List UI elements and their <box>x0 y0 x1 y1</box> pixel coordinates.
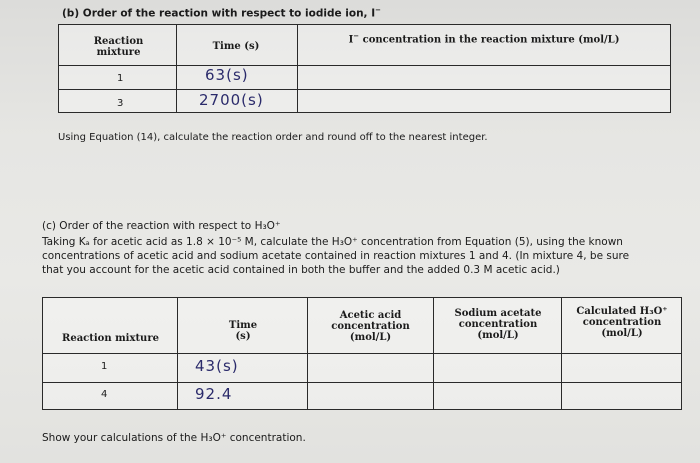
table2-header-time <box>193 320 293 342</box>
table1-header-iodide-symbol: I <box>348 34 354 46</box>
table1-row1-mixture: 1 <box>117 73 124 84</box>
section-c-para-line1: Taking Kₐ for acetic acid as 1.8 × 10⁻⁵ M, calculate the H₃O⁺ concentration from Equation (5), using the known <box>42 236 623 248</box>
iodide-table <box>58 24 671 113</box>
table2-header-calc-l2: concentration <box>582 317 662 328</box>
table2-header-time-l1: Time <box>228 320 258 331</box>
table1-header-iodide-rest: concentration in the reaction mixture (mol/L) <box>359 34 620 46</box>
section-b-heading-sup: − <box>375 6 381 14</box>
table2-header-sodium-acetate <box>439 308 557 341</box>
instruction-b: Using Equation (14), calculate the reaction order and round off to the nearest integer. <box>58 132 488 143</box>
hydronium-table <box>42 297 682 410</box>
table2-header-calc-l3: (mol/L) <box>601 328 643 339</box>
table1-header-iodide-conc <box>339 30 629 45</box>
table1-row-divider-2 <box>59 89 670 90</box>
section-c-para-line3: that you account for the acetic acid contained in both the buffer and the added 0.3 M acetic acid.) <box>42 264 560 276</box>
footer-instruction: Show your calculations of the H₃O⁺ concentration. <box>42 432 306 444</box>
table2-header-sodium-l3: (mol/L) <box>477 330 519 341</box>
table1-row1-time: 63(s) <box>205 66 249 84</box>
table1-row2-mixture: 3 <box>117 98 124 109</box>
table1-divider-1 <box>176 25 177 112</box>
table2-header-sodium-l2: concentration <box>458 319 538 330</box>
section-b-heading <box>62 3 381 21</box>
table2-header-time-l2: (s) <box>235 331 251 342</box>
table1-divider-2 <box>297 25 298 112</box>
table2-header-calc-l1: Calculated H₃O⁺ <box>576 306 668 317</box>
table2-row-divider-1 <box>43 353 681 354</box>
section-c-para-line2: concentrations of acetic acid and sodium acetate contained in reaction mixtures 1 and 4. (In mixture 4, be sure <box>42 250 630 262</box>
table1-header-iodide-sup: − <box>353 31 360 40</box>
table2-row1-time: 43(s) <box>195 357 239 375</box>
table2-row1-mixture: 1 <box>101 361 108 372</box>
table2-header-acetic-l1: Acetic acid <box>339 310 402 321</box>
table2-header-mixture: Reaction mixture <box>62 333 159 344</box>
table2-header-sodium-l1: Sodium acetate <box>454 308 542 319</box>
table1-row2-time: 2700(s) <box>199 91 264 109</box>
table2-row-divider-2 <box>43 382 681 383</box>
table2-header-acetic-l3: (mol/L) <box>349 332 392 343</box>
table2-row2-time: 92.4 <box>195 385 233 403</box>
section-c-heading: (c) Order of the reaction with respect to H₃O⁺ <box>42 220 281 232</box>
table2-row2-mixture: 4 <box>101 389 108 400</box>
table2-header-acetic-acid <box>313 310 428 343</box>
table1-row-divider-1 <box>59 65 670 66</box>
table2-header-acetic-l2: concentration <box>331 321 410 332</box>
table1-header-time: Time (s) <box>212 41 260 52</box>
table2-header-calculated-h3o <box>565 306 679 339</box>
section-b-heading-text: (b) Order of the reaction with respect to iodide ion, I <box>62 7 376 20</box>
table1-header-mixture: Reaction mixture <box>93 36 144 58</box>
